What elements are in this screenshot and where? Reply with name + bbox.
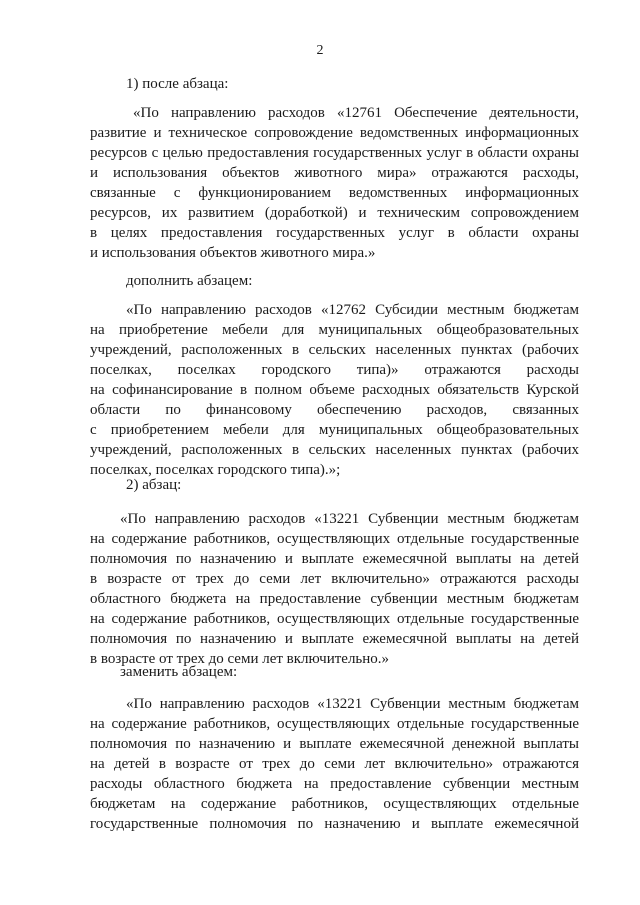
paragraph-line: на софинансирование в полном объеме расходных обязательств Курской	[90, 382, 579, 398]
paragraph-line: «По направлению расходов «12761 Обеспечение деятельности,	[133, 105, 579, 121]
paragraph-line: в целях предоставления государственных услуг в области охраны	[90, 225, 579, 241]
paragraph-line: поселках, поселках городского типа)» отражаются расходы	[90, 362, 579, 378]
paragraph-line: «По направлению расходов «13221 Субвенции местным бюджетам	[120, 511, 579, 527]
paragraph-line: областного бюджета на предоставление субвенции местным бюджетам	[90, 591, 579, 607]
paragraph-line: полномочия по назначению и выплате ежемесячной выплаты на детей	[90, 551, 579, 567]
paragraph-line: государственные полномочия по назначению и выплате ежемесячной	[90, 816, 579, 832]
paragraph-line: связанные с функционированием ведомственных информационных	[90, 185, 579, 201]
paragraph-line: в возрасте от трех до семи лет включительно.»	[90, 651, 390, 667]
paragraph-line: на детей в возрасте от трех до семи лет включительно» отражаются	[90, 756, 579, 772]
paragraph-line: на содержание работников, осуществляющих отдельные государственные	[90, 611, 579, 627]
paragraph-line: на содержание работников, осуществляющих отдельные государственные	[90, 531, 579, 547]
paragraph-line: и использования объектов животного мира.»	[90, 245, 376, 261]
paragraph-line: в возрасте от трех до семи лет включительно» отражаются расходы	[90, 571, 579, 587]
paragraph-line: учреждений, расположенных в сельских населенных пунктах (рабочих	[90, 342, 579, 358]
section-label: 1) после абзаца:	[126, 76, 229, 92]
paragraph-line: развитие и техническое сопровождение ведомственных информационных	[90, 125, 579, 141]
paragraph-line: поселках, поселках городского типа).»;	[90, 462, 341, 478]
section-label: заменить абзацем:	[120, 664, 238, 680]
paragraph-line: учреждений, расположенных в сельских населенных пунктах (рабочих	[90, 442, 579, 458]
paragraph-line: на приобретение мебели для муниципальных общеобразовательных	[90, 322, 579, 338]
paragraph-line: с приобретением мебели для муниципальных общеобразовательных	[90, 422, 579, 438]
paragraph-line: на содержание работников, осуществляющих отдельные государственные	[90, 716, 579, 732]
paragraph-line: полномочия по назначению и выплате ежемесячной выплаты на детей	[90, 631, 579, 647]
paragraph-line: бюджетам на содержание работников, осуществляющих отдельные	[90, 796, 579, 812]
paragraph-line: ресурсов с целью предоставления государственных услуг в области охраны	[90, 145, 579, 161]
paragraph-line: ресурсов, их развитием (доработкой) и техническим сопровождением	[90, 205, 579, 221]
paragraph-line: и использования объектов животного мира» отражаются расходы,	[90, 165, 579, 181]
page-number: 2	[316, 43, 324, 58]
paragraph-line: расходы областного бюджета на предоставление субвенции местным	[90, 776, 579, 792]
section-label: 2) абзац:	[126, 477, 182, 493]
paragraph-line: области по финансовому обеспечению расходов, связанных	[90, 402, 579, 418]
section-label: дополнить абзацем:	[126, 273, 253, 289]
paragraph-line: «По направлению расходов «13221 Субвенции местным бюджетам	[126, 696, 579, 712]
paragraph-line: «По направлению расходов «12762 Субсидии местным бюджетам	[126, 302, 579, 318]
paragraph-line: полномочия по назначению и выплате ежемесячной денежной выплаты	[90, 736, 579, 752]
